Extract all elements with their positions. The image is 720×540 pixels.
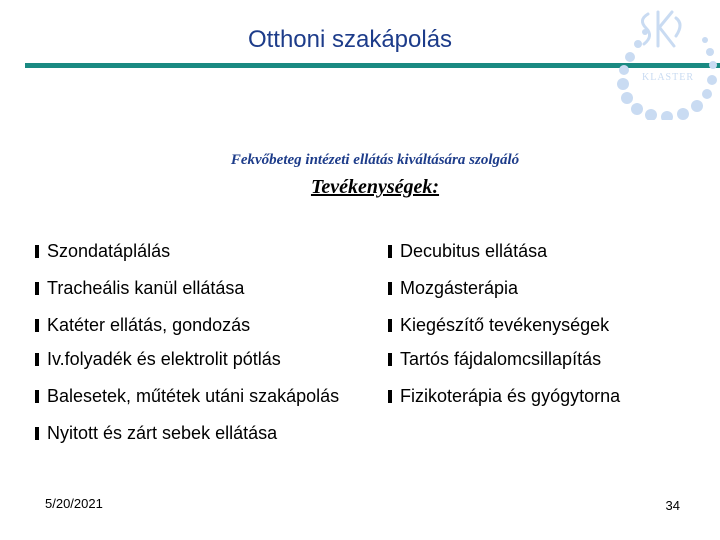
list-item: [388, 348, 601, 370]
list-item-label: Kiegészítő tevékenységek: [400, 315, 610, 335]
list-item-label: Decubitus ellátása: [400, 241, 548, 261]
bullet-icon: [35, 245, 39, 258]
list-item-label: Tracheális kanül ellátása: [47, 278, 245, 298]
list-item-label: Balesetek, műtétek utáni szakápolás: [47, 386, 340, 406]
list-item: [35, 314, 250, 336]
list-item: [35, 240, 170, 262]
list-item-label: Katéter ellátás, gondozás: [47, 315, 251, 335]
bullet-icon: [35, 282, 39, 295]
list-item: [35, 385, 339, 407]
list-item: [388, 314, 609, 336]
list-item: [388, 385, 620, 407]
logo-text: KLASTER: [642, 72, 694, 83]
footer-date: 5/20/2021: [45, 496, 103, 511]
slide-title: Otthoni szakápolás: [247, 26, 453, 53]
list-item-label: Szondatáplálás: [47, 241, 171, 261]
bullet-icon: [35, 427, 39, 440]
list-item: [35, 422, 277, 444]
bullet-icon: [388, 282, 392, 295]
list-item-label: Fizikoterápia és gyógytorna: [400, 386, 621, 406]
list-item: [388, 240, 547, 262]
subtitle: Fekvőbeteg intézeti ellátás kiváltására szolgáló: [230, 152, 520, 168]
bullet-icon: [35, 353, 39, 366]
bullet-icon: [35, 390, 39, 403]
klaster-logo: [610, 2, 720, 120]
list-item-label: Iv.folyadék és elektrolit pótlás: [47, 349, 281, 369]
page-number: 34: [665, 498, 680, 513]
bullet-icon: [388, 245, 392, 258]
bullet-icon: [388, 353, 392, 366]
list-item-label: Mozgásterápia: [400, 278, 519, 298]
list-item: [35, 348, 281, 370]
bullet-icon: [35, 319, 39, 332]
list-item-label: Nyitott és zárt sebek ellátása: [47, 423, 278, 443]
list-item: [388, 277, 518, 299]
section-heading: Tevékenységek:: [310, 176, 440, 198]
list-item: [35, 277, 244, 299]
bullet-icon: [388, 390, 392, 403]
bullet-icon: [388, 319, 392, 332]
list-item-label: Tartós fájdalomcsillapítás: [400, 349, 602, 369]
